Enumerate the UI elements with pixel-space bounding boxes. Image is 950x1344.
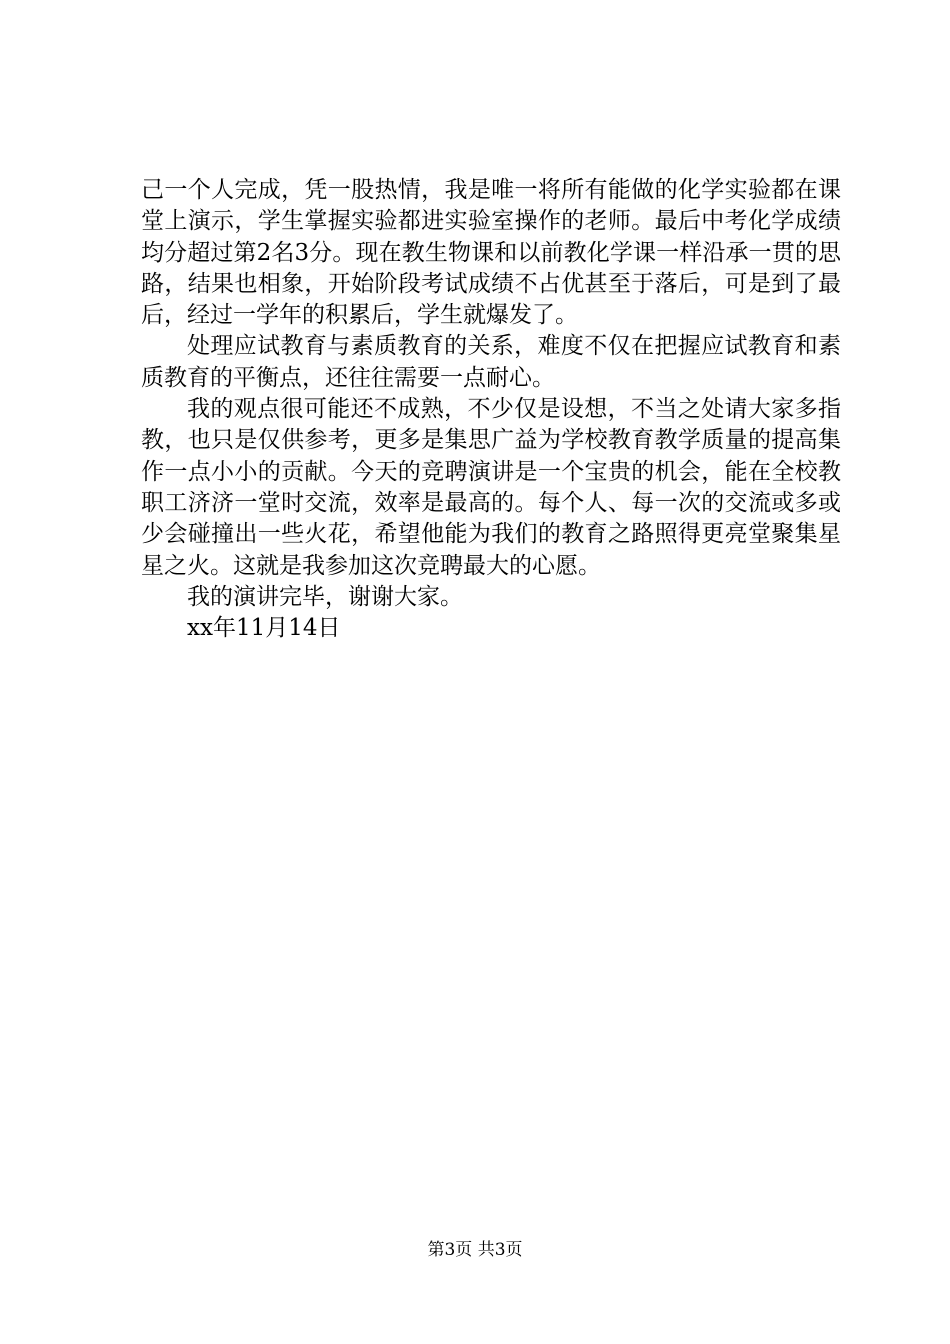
paragraph-thanks: 我的演讲完毕，谢谢大家。	[187, 583, 463, 610]
paragraph-closing-remarks: 我的观点很可能还不成熟，不少仅是设想，不当之处请大家多指教，也只是仅供参考，更多是集思广益为学校教育教学质量的提高集作一点小小的贡献。今天的竞聘演讲是一个宝贵的机会，能在全校教职工济济一堂时交流，效率是最高的。每个人、每一次的交流或多或少会碰撞出一些火花，希望他能为我们的教育之路照得更亮堂聚集星星之火。这就是我参加这次竞聘最大的心愿。	[141, 396, 841, 579]
document-date: xx年11月14日	[187, 615, 341, 642]
paragraph-continuation: 己一个人完成，凭一股热情，我是唯一将所有能做的化学实验都在课堂上演示，学生掌握实验都进实验室操作的老师。最后中考化学成绩均分超过第2名3分。现在教生物课和以前教化学课一样沿承一贯的思路，结果也相象，开始阶段考试成绩不占优甚至于落后，可是到了最后，经过一学年的积累后，学生就爆发了。	[141, 177, 841, 329]
page-footer	[0, 1240, 950, 1260]
page-number-label: 第3页 共3页	[427, 1240, 523, 1260]
document-body	[141, 175, 841, 644]
paragraph-exam-vs-quality-education: 处理应试教育与素质教育的关系，难度不仅在把握应试教育和素质教育的平衡点，还往往需要一点耐心。	[141, 333, 841, 391]
